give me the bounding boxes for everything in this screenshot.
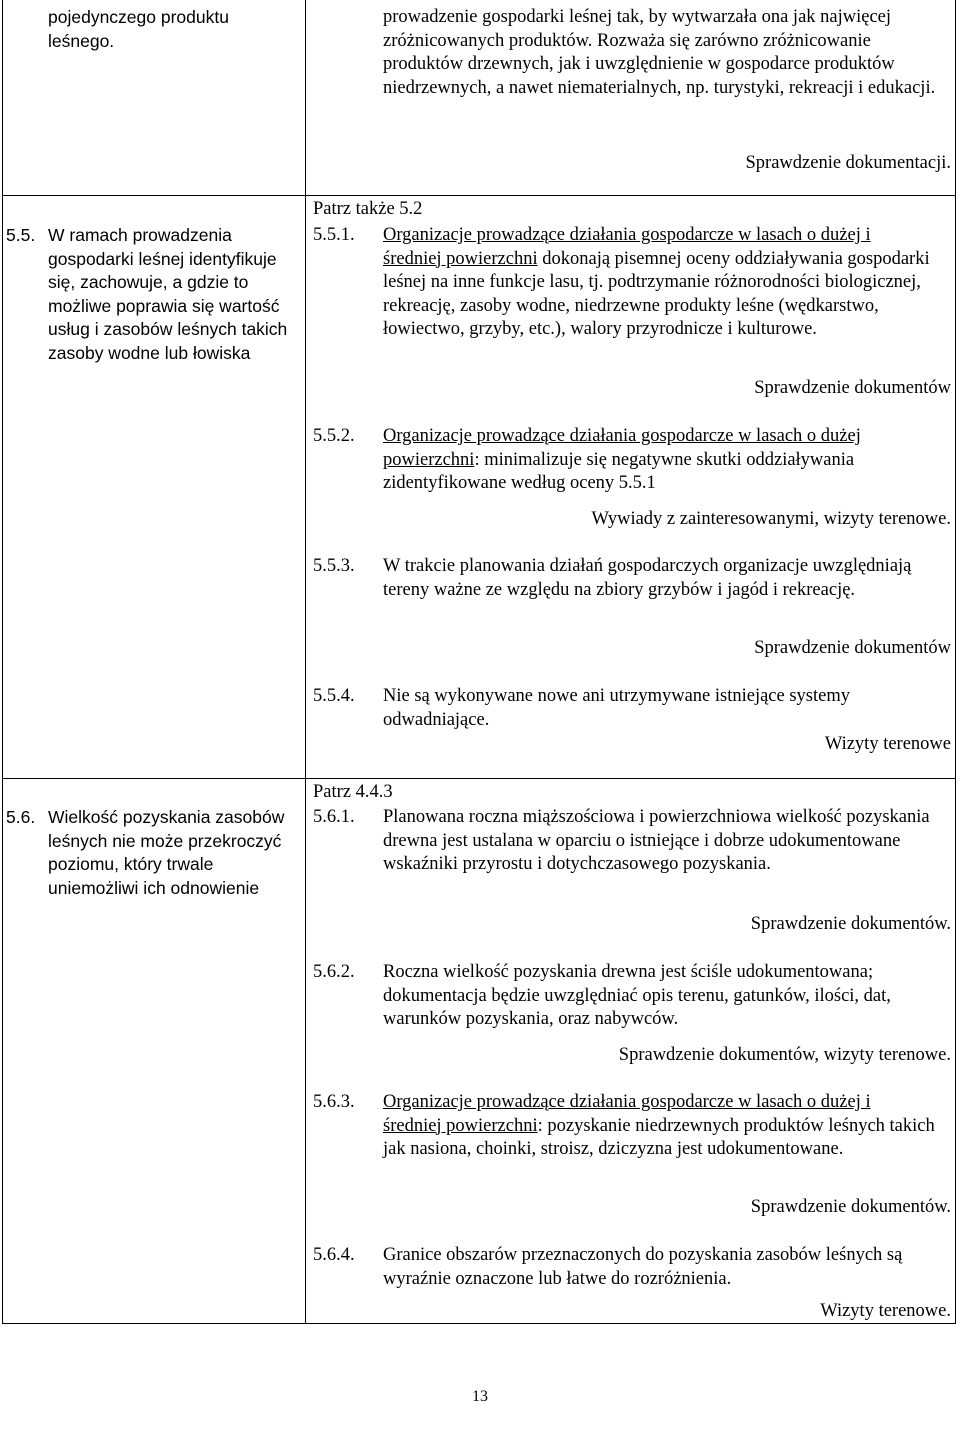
scope-underlined: powierzchni <box>383 449 475 470</box>
indicator-text: Roczna wielkość pozyskania drewna jest ściśle udokumentowana; dokumentacja będzie uwzględniać opis terenu, gatunków, ilości, dat, warunków pozyskania, oraz nabywców. <box>383 962 891 1029</box>
requirement-text: Wielkość pozyskania zasobów leśnych nie może przekroczyć poziomu, który trwale uniemożliwi ich odnowienie <box>48 807 285 898</box>
verification-5-5-4: Wizyty terenowe <box>824 734 951 754</box>
verification-5-5-2: Wywiady z zainteresowanymi, wizyty terenowe. <box>591 509 951 529</box>
row-divider <box>2 778 956 779</box>
requirement-number: 5.5. <box>6 225 36 245</box>
verification-5-5-3: Sprawdzenie dokumentów <box>754 638 951 658</box>
scope-underlined: średniej powierzchni <box>383 248 538 269</box>
indicator-text <box>383 425 947 496</box>
indicator-text: W trakcie planowania działań gospodarczych organizacje uwzględniają tereny ważne ze względu na zbiory grzybów i jagód i rekreację. <box>383 556 912 600</box>
scope-underlined: średniej powierzchni <box>383 1115 538 1136</box>
indicator-number: 5.6.4. <box>313 1245 355 1265</box>
requirement-number: 5.6. <box>6 807 36 827</box>
indicator-body: : minimalizuje się negatywne skutki oddziaływania zidentyfikowane według oceny 5.5.1 <box>383 449 855 493</box>
indicator-number: 5.6.1. <box>313 807 355 827</box>
indicator-text <box>383 224 947 342</box>
requirement-text: W ramach prowadzenia gospodarki leśnej identyfikuje się, zachowuje, a gdzie to możliwe poprawia się wartość usług i zasobów leśnych takich zasoby wodne lub łowiska <box>48 225 288 363</box>
see-also-5-6: Patrz 4.4.3 <box>313 782 393 802</box>
see-also-5-5: Patrz także 5.2 <box>313 199 423 219</box>
column-divider <box>305 0 306 1324</box>
row-divider <box>2 195 956 196</box>
page-number: 13 <box>472 1388 488 1405</box>
indicator-body: dokonają pisemnej oceny oddziaływania gospodarki leśnej na inne funkcje lasu, tj. podtrzymanie różnorodności biologicznej, rekreację, zasoby wodne, niedrzewne produkty leśne (wędkarstwo, łowiectwo, grzyby, etc.), walory przyrodnicze i kulturowe. <box>383 248 930 339</box>
indicator-number: 5.5.4. <box>313 686 355 706</box>
indicator-text <box>383 1091 947 1162</box>
indicator-body: : pozyskanie niedrzewnych produktów leśnych takich jak nasiona, choinki, stroisz, dziczyzna jest udokumentowane. <box>383 1115 935 1159</box>
verification-5-6-1: Sprawdzenie dokumentów. <box>750 914 951 934</box>
scope-underlined: Organizacje prowadzące działania gospodarcze w lasach o dużej i <box>383 225 871 245</box>
scope-underlined: Organizacje prowadzące działania gospodarcze w lasach o dużej <box>383 426 861 446</box>
left-top-fragment: pojedynczego produktu leśnego. <box>48 7 229 51</box>
indicator-number: 5.5.1. <box>313 225 355 245</box>
indicator-number: 5.5.2. <box>313 426 355 446</box>
verification-5-6-3: Sprawdzenie dokumentów. <box>750 1197 951 1217</box>
indicator-text: Nie są wykonywane nowe ani utrzymywane istniejące systemy odwadniające. <box>383 686 850 730</box>
verification-5-6-4: Wizyty terenowe. <box>820 1301 951 1321</box>
indicator-text: Planowana roczna miąższościowa i powierzchniowa wielkość pozyskania drewna jest ustalana w oparciu o istniejące i dobrze udokumentowane wskaźniki przyrostu i dotychczasowego pozyskania. <box>383 807 930 874</box>
verification-5-5-1: Sprawdzenie dokumentów <box>754 378 951 398</box>
verification-5-6-2: Sprawdzenie dokumentów, wizyty terenowe. <box>618 1045 951 1065</box>
indicator-number: 5.5.3. <box>313 556 355 576</box>
indicator-number: 5.6.2. <box>313 962 355 982</box>
top-verification: Sprawdzenie dokumentacji. <box>745 153 951 173</box>
indicator-number: 5.6.3. <box>313 1092 355 1112</box>
scope-underlined: Organizacje prowadzące działania gospodarcze w lasach o dużej i <box>383 1092 871 1112</box>
right-top-fragment: prowadzenie gospodarki leśnej tak, by wytwarzała ona jak najwięcej zróżnicowanych produktów. Rozważa się zarówno zróżnicowanie produktów drzewnych, jak i uwzględnienie w gospodarce produktów niedrzewnych, a nawet niematerialnych, np. turystyki, rekreacji i edukacji. <box>383 7 936 98</box>
indicator-text: Granice obszarów przeznaczonych do pozyskania zasobów leśnych są wyraźnie oznaczone lub łatwe do rozróżnienia. <box>383 1245 903 1289</box>
